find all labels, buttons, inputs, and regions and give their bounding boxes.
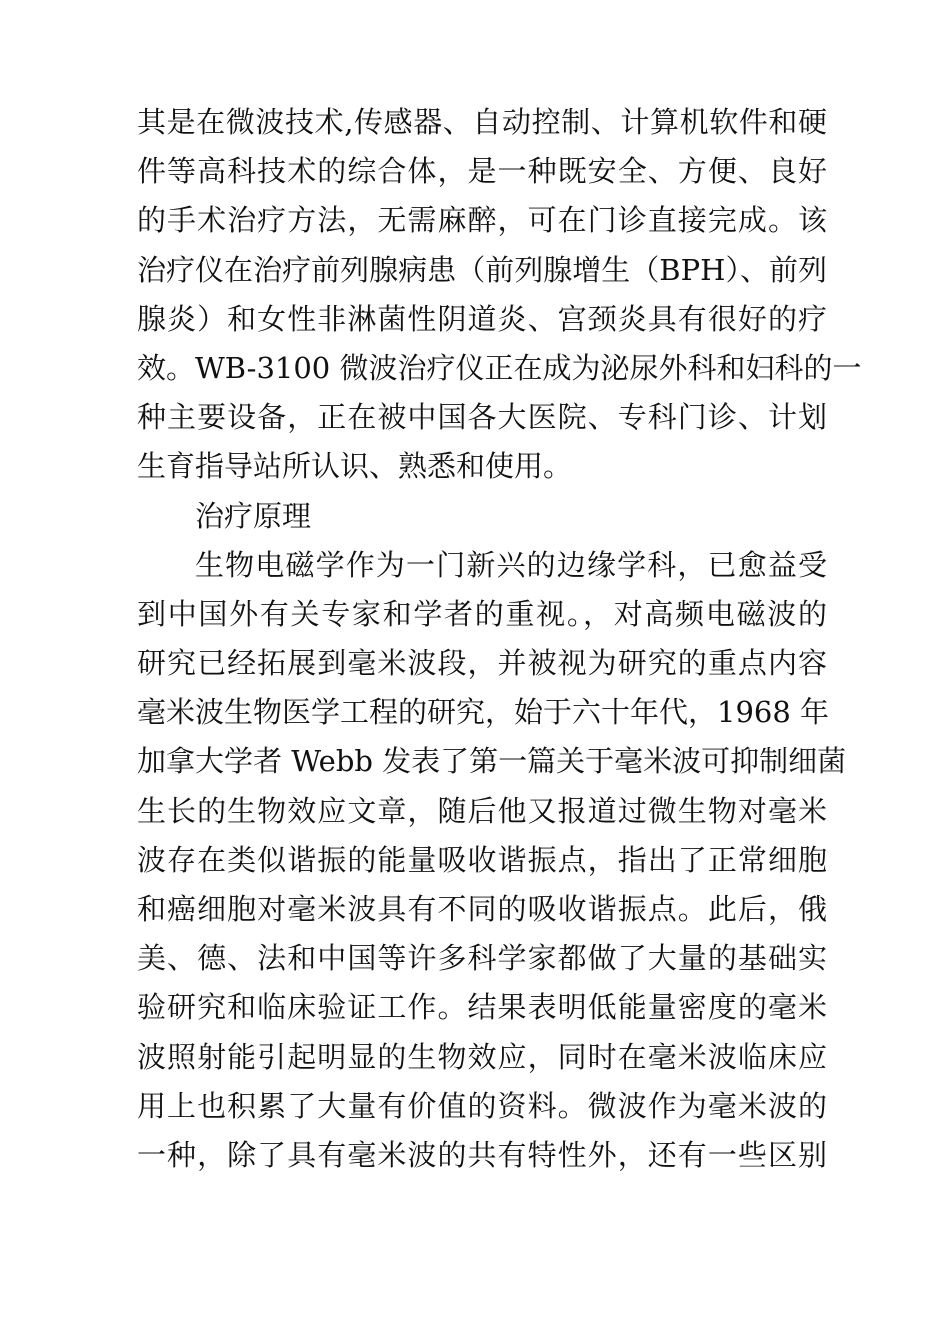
text-line: 其是在微波技术,传感器、自动控制、计算机软件和硬 bbox=[137, 105, 827, 139]
section-heading: 治疗原理 bbox=[195, 498, 312, 533]
text-line: 和癌细胞对毫米波具有不同的吸收谐振点。此后，俄 bbox=[137, 892, 827, 926]
text-line: 生物电磁学作为一门新兴的边缘学科，已愈益受 bbox=[195, 547, 827, 582]
text-line: 到中国外有关专家和学者的重视。，对高频电磁波的 bbox=[137, 596, 827, 631]
document-body bbox=[137, 98, 862, 1180]
text-line: 生长的生物效应文章，随后他又报道过微生物对毫米 bbox=[137, 793, 827, 828]
text-line: 验研究和临床验证工作。结果表明低能量密度的毫米 bbox=[137, 990, 827, 1025]
text-line: 研究已经拓展到毫米波段，并被视为研究的重点内容 bbox=[137, 646, 827, 681]
text-line: 生育指导站所认识、熟悉和使用。 bbox=[137, 449, 573, 484]
text-line: 种主要设备，正在被中国各大医院、专科门诊、计划 bbox=[137, 400, 827, 435]
paragraph-treatment-principle bbox=[137, 541, 847, 1180]
text-line: 效。WB-3100 微波治疗仪正在成为泌尿外科和妇科的一 bbox=[137, 350, 862, 385]
text-line: 毫米波生物医学工程的研究，始于六十年代，1968 年 bbox=[137, 695, 830, 730]
text-line: 美、德、法和中国等许多科学家都做了大量的基础实 bbox=[137, 941, 827, 976]
paragraph-device-overview bbox=[137, 98, 862, 492]
text-line: 腺炎）和女性非淋菌性阴道炎、宫颈炎具有很好的疗 bbox=[137, 301, 827, 336]
text-line: 用上也积累了大量有价值的资料。微波作为毫米波的 bbox=[137, 1088, 827, 1123]
text-line: 波存在类似谐振的能量吸收谐振点，指出了正常细胞 bbox=[137, 842, 827, 877]
text-line: 件等高科技术的综合体，是一种既安全、方便、良好 bbox=[137, 154, 827, 189]
text-line: 加拿大学者 Webb 发表了第一篇关于毫米波可抑制细菌 bbox=[137, 744, 847, 779]
text-line: 治疗仪在治疗前列腺病患（前列腺增生（BPH）、前列 bbox=[137, 252, 827, 287]
text-line: 波照射能引起明显的生物效应，同时在毫米波临床应 bbox=[137, 1039, 827, 1074]
text-line: 的手术治疗方法，无需麻醉，可在门诊直接完成。该 bbox=[137, 203, 827, 238]
text-line: 一种，除了具有毫米波的共有特性外，还有一些区别 bbox=[137, 1137, 827, 1172]
